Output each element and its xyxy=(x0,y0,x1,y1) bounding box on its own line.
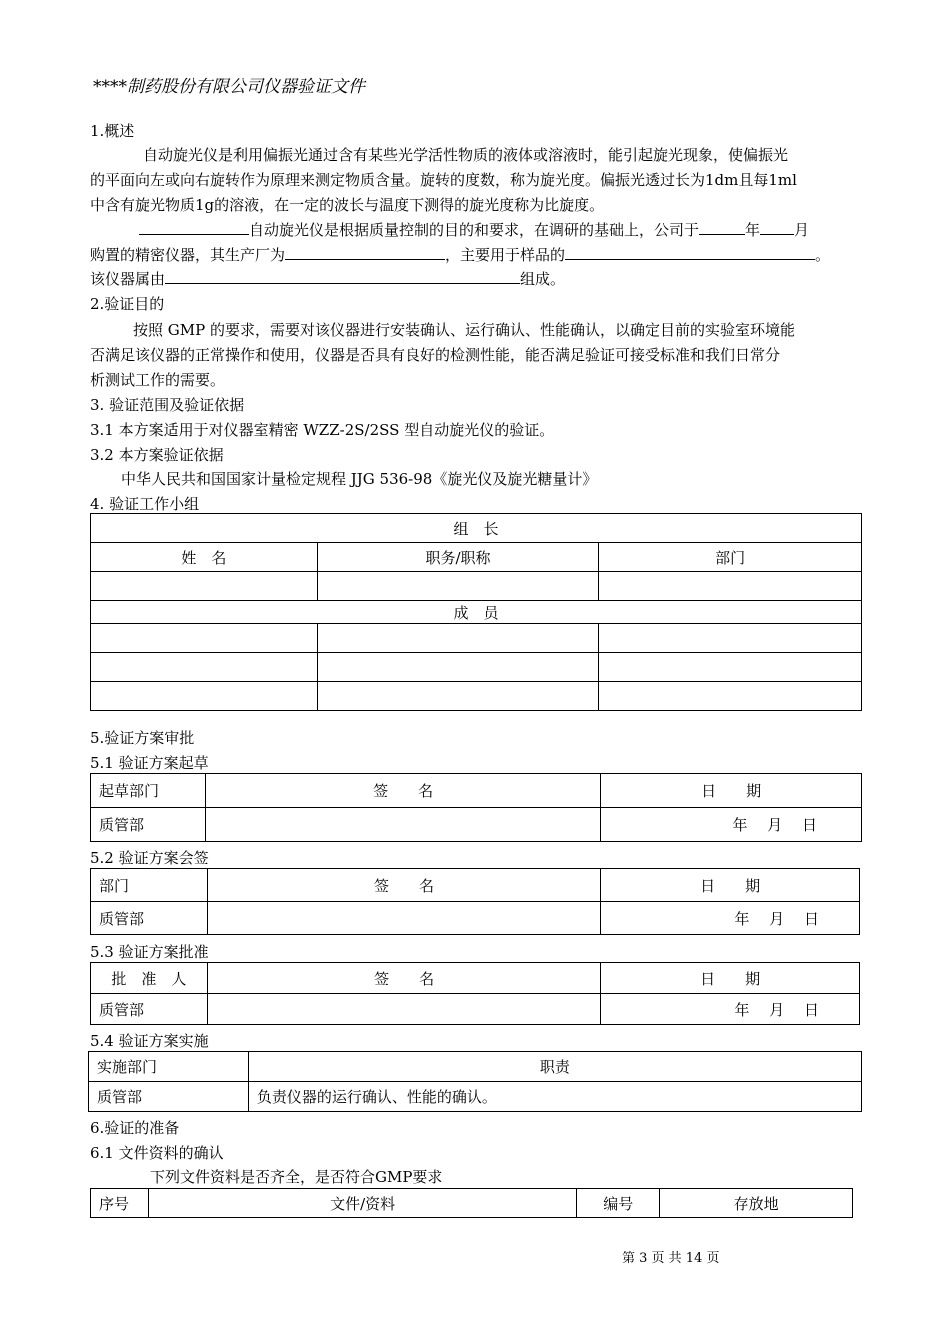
section-5-1-title: 5.1 验证方案起草 xyxy=(90,754,209,772)
section-2-title: 2.验证目的 xyxy=(90,295,165,313)
purchase-line-3: 该仪器属由 组成。 xyxy=(90,270,566,288)
approver-header: 批 准 人 xyxy=(91,963,208,994)
section-6-title: 6.验证的准备 xyxy=(90,1119,180,1137)
col-document: 文件/资料 xyxy=(148,1189,576,1218)
col-title: 职务/职称 xyxy=(317,543,599,572)
overview-line-2: 的平面向左或向右旋转作为原理来测定物质含量。旋转的度数，称为旋光度。偏振光透过长为1dm且每1ml xyxy=(90,171,797,189)
purchase-line-1: 自动旋光仪是根据质量控制的目的和要求，在调研的基础上，公司于 年 月 xyxy=(139,219,809,240)
approval-date-header: 日 期 xyxy=(601,963,860,994)
draft-date-header: 日 期 xyxy=(601,774,862,808)
impl-dept-cell: 质管部 xyxy=(89,1082,249,1112)
implementation-table xyxy=(88,1051,862,1112)
approval-table xyxy=(90,962,860,1025)
scope-3-1: 3.1 本方案适用于对仪器室精密 WZZ-2S/2SS 型自动旋光仪的验证。 xyxy=(90,421,555,439)
col-name: 姓 名 xyxy=(91,543,318,572)
basis-3-2-title: 3.2 本方案验证依据 xyxy=(90,446,224,464)
member-cell[interactable] xyxy=(599,682,862,711)
purpose-line-2: 否满足该仪器的正常操作和使用，仪器是否具有良好的检测性能，能否满足验证可接受标准和我们日常分 xyxy=(90,346,781,364)
countersign-table xyxy=(90,868,860,935)
approval-sign-cell[interactable] xyxy=(207,994,600,1025)
countersign-sign-cell[interactable] xyxy=(207,902,600,935)
documents-table xyxy=(90,1188,853,1218)
year-blank[interactable] xyxy=(699,220,745,235)
member-cell[interactable] xyxy=(599,624,862,653)
team-leader-header: 组 长 xyxy=(91,514,862,543)
member-cell[interactable] xyxy=(91,682,318,711)
draft-dept-cell: 质管部 xyxy=(91,808,206,842)
impl-duty-header: 职责 xyxy=(248,1052,861,1082)
composition-blank[interactable] xyxy=(165,269,520,284)
approval-sign-header: 签 名 xyxy=(207,963,600,994)
team-members-header: 成 员 xyxy=(91,601,862,624)
draft-sign-cell[interactable] xyxy=(205,808,600,842)
section-4-title: 4. 验证工作小组 xyxy=(90,495,200,513)
section-5-title: 5.验证方案审批 xyxy=(90,729,195,747)
overview-line-1: 自动旋光仪是利用偏振光通过含有某些光学活性物质的液体或溶液时，能引起旋光现象，使偏振光 xyxy=(143,146,789,164)
impl-dept-header: 实施部门 xyxy=(89,1052,249,1082)
basis-regulation: 中华人民共和国国家计量检定规程 JJG 536-98《旋光仪及旋光糖量计》 xyxy=(121,470,598,488)
member-cell[interactable] xyxy=(91,653,318,682)
approver-cell: 质管部 xyxy=(91,994,208,1025)
instrument-blank[interactable] xyxy=(139,220,249,235)
document-header: ****制药股份有限公司仪器验证文件 xyxy=(93,77,365,97)
purpose-line-1: 按照 GMP 的要求，需要对该仪器进行安装确认、运行确认、性能确认，以确定目前的实验室环境能 xyxy=(133,321,795,339)
leader-name-cell[interactable] xyxy=(91,572,318,601)
draft-table xyxy=(90,773,862,842)
countersign-date-cell[interactable]: 年 月 日 xyxy=(601,902,860,935)
col-dept: 部门 xyxy=(599,543,862,572)
overview-line-3: 中含有旋光物质1g的溶液，在一定的波长与温度下测得的旋光度称为比旋度。 xyxy=(90,196,605,214)
docs-intro: 下列文件资料是否齐全，是否符合GMP要求 xyxy=(150,1168,443,1186)
section-5-4-title: 5.4 验证方案实施 xyxy=(90,1032,209,1050)
col-code: 编号 xyxy=(577,1189,660,1218)
countersign-date-header: 日 期 xyxy=(601,869,860,902)
member-cell[interactable] xyxy=(317,653,599,682)
draft-date-cell[interactable]: 年 月 日 xyxy=(601,808,862,842)
section-5-3-title: 5.3 验证方案批准 xyxy=(90,943,209,961)
purchase-line-2: 购置的精密仪器，其生产厂为 ，主要用于样品的 。 xyxy=(90,246,831,264)
member-cell[interactable] xyxy=(317,624,599,653)
member-cell[interactable] xyxy=(599,653,862,682)
page-footer: 第 3 页 共 14 页 xyxy=(622,1251,720,1266)
team-table xyxy=(90,513,862,711)
section-5-2-title: 5.2 验证方案会签 xyxy=(90,849,209,867)
leader-dept-cell[interactable] xyxy=(599,572,862,601)
leader-title-cell[interactable] xyxy=(317,572,599,601)
sample-blank[interactable] xyxy=(565,245,815,260)
draft-sign-header: 签 名 xyxy=(205,774,600,808)
col-location: 存放地 xyxy=(660,1189,853,1218)
col-seq: 序号 xyxy=(91,1189,149,1218)
countersign-dept-cell: 质管部 xyxy=(91,902,208,935)
draft-dept-header: 起草部门 xyxy=(91,774,206,808)
section-1-title: 1.概述 xyxy=(90,122,135,140)
section-6-1-title: 6.1 文件资料的确认 xyxy=(90,1144,224,1162)
countersign-sign-header: 签 名 xyxy=(207,869,600,902)
approval-date-cell[interactable]: 年 月 日 xyxy=(601,994,860,1025)
countersign-dept-header: 部门 xyxy=(91,869,208,902)
impl-duty-cell: 负责仪器的运行确认、性能的确认。 xyxy=(248,1082,861,1112)
section-3-title: 3. 验证范围及验证依据 xyxy=(90,396,245,414)
manufacturer-blank[interactable] xyxy=(285,245,445,260)
purpose-line-3: 析测试工作的需要。 xyxy=(90,371,226,389)
member-cell[interactable] xyxy=(91,624,318,653)
member-cell[interactable] xyxy=(317,682,599,711)
month-blank[interactable] xyxy=(760,220,794,235)
